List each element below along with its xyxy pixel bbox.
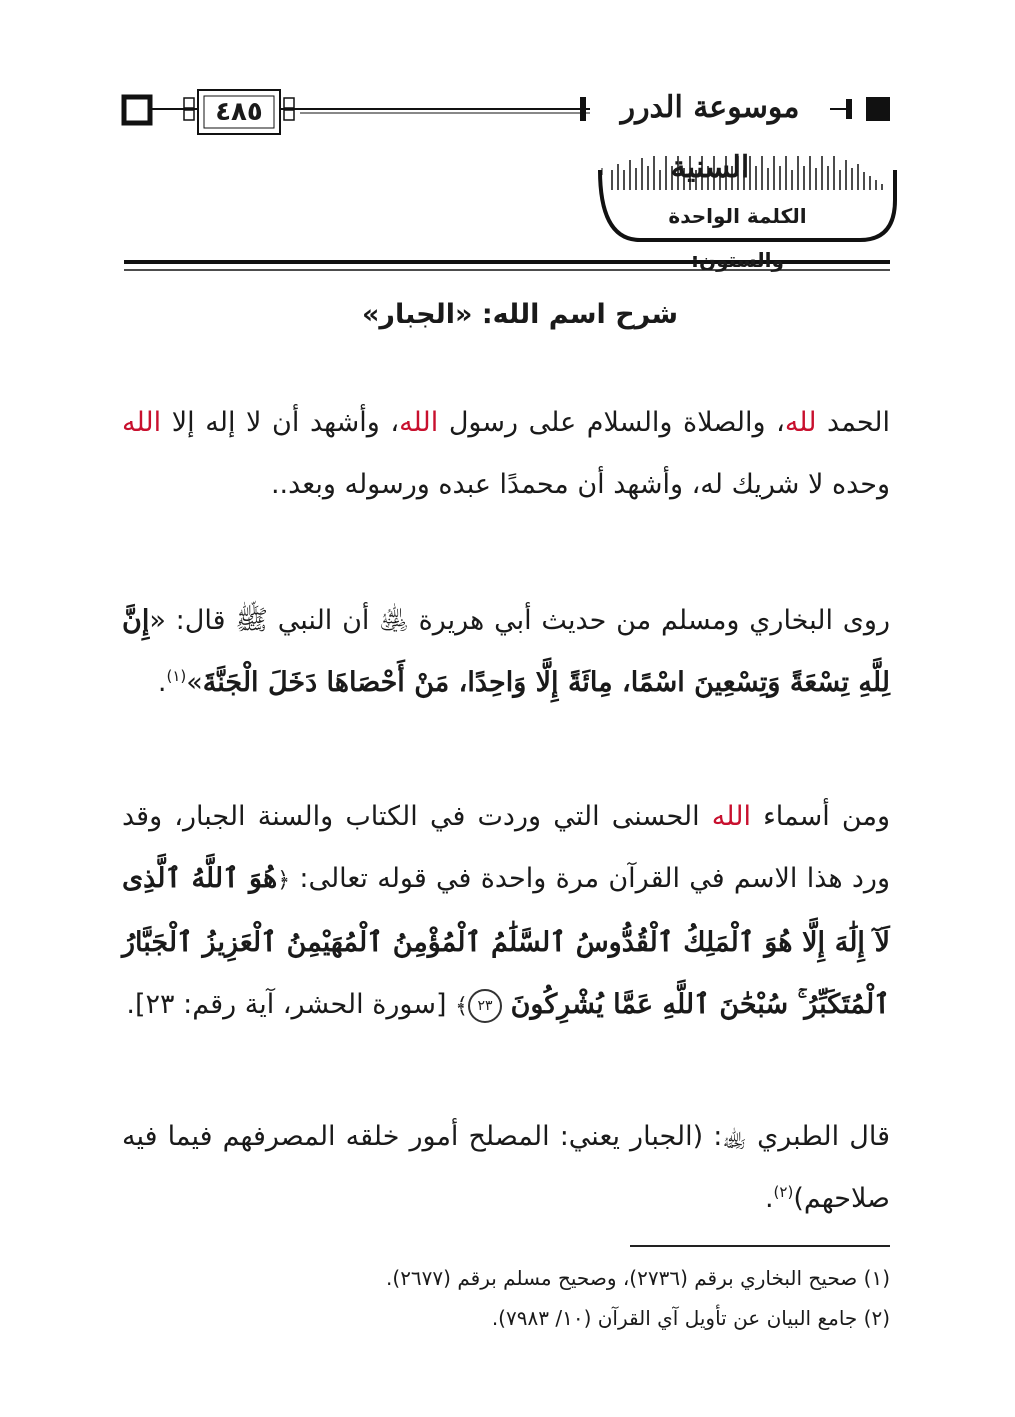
paragraph-intro bbox=[122, 392, 890, 516]
text-run: ، وأشهد أن لا إله إلا bbox=[161, 407, 400, 438]
series-title: موسوعة الدرر السنية bbox=[620, 90, 800, 185]
paragraph-quran bbox=[122, 786, 890, 1038]
text-run: . bbox=[764, 1183, 774, 1214]
hadith-text: إِنَّ لِلَّهِ تِسْعَةً وَتِسْعِينَ اسْمًا، مِائَةً إِلَّا وَاحِدًا، مَنْ أَحْصَاهَا دَخَلَ الْجَنَّةَ bbox=[122, 605, 890, 698]
text-run: وحده لا شريك له، وأشهد أن محمدًا عبده ورسوله وبعد.. bbox=[270, 469, 890, 500]
paragraph-hadith bbox=[122, 590, 890, 714]
page-title: شرح اسم الله: «الجبار» bbox=[361, 299, 678, 330]
text-run: ومن أسماء bbox=[750, 801, 890, 832]
ayah-number-marker: ٢٣ bbox=[468, 989, 502, 1023]
text-run: ، والصلاة والسلام على رسول bbox=[438, 407, 785, 438]
footnote-2: (٢) جامع البيان عن تأويل آي القرآن (١٠/ ٧٩٨٣). bbox=[491, 1306, 890, 1330]
quran-verse: هُوَ ٱللَّهُ ٱلَّذِى لَآ إِلَٰهَ إِلَّا هُوَ ٱلْمَلِكُ ٱلْقُدُّوسُ ٱلسَّلَٰمُ ٱلْمُؤْمِنُ ٱلْمُهَيْمِنُ ٱلْعَزِيزُ ٱلْجَبَّارُ ٱلْمُتَكَبِّرُ ۚ سُبْحَٰنَ ٱللَّهِ عَمَّا يُشْرِكُونَ bbox=[122, 863, 890, 1020]
text-run: [سورة الحشر، آية رقم: ٢٣]. bbox=[126, 989, 456, 1020]
page-number: ٤٨٥ bbox=[215, 97, 263, 127]
section-label: الكلمة الواحدة والستون: bbox=[668, 204, 807, 272]
text-run: » bbox=[186, 667, 203, 698]
footnote-divider bbox=[630, 1245, 890, 1247]
footnote-ref[interactable]: (٢) bbox=[773, 1183, 794, 1201]
paragraph-tabari bbox=[122, 1106, 890, 1230]
footnote-1: (١) صحيح البخاري برقم (٢٧٣٦)، وصحيح مسلم برقم (٢٦٧٧). bbox=[386, 1266, 890, 1290]
footnote-ref[interactable]: (١) bbox=[166, 667, 187, 685]
text-run: قال الطبري ﵀: (الجبار يعني: المصلح أمور خلقه المصرفهم فيما فيه صلاحهم) bbox=[122, 1121, 890, 1214]
allah-word: الله bbox=[399, 407, 439, 438]
allah-word: الله bbox=[711, 801, 751, 832]
quran-bracket-close: ﴾ bbox=[455, 994, 468, 1019]
allah-word: الله bbox=[122, 407, 162, 438]
page-header-frame bbox=[0, 0, 1015, 280]
text-run: الحمد bbox=[816, 407, 890, 438]
allah-word: لله bbox=[784, 407, 817, 438]
text-run: الحسنى التي وردت في الكتاب والسنة الجبار، وقد ورد هذا الاسم في القرآن مرة واحدة في قوله تعالى: bbox=[122, 801, 890, 894]
quran-bracket-open: ﴿ bbox=[277, 868, 291, 893]
text-run: روى البخاري ومسلم من حديث أبي هريرة ﵁ أن النبي ﷺ قال: « bbox=[149, 605, 890, 636]
text-run: . bbox=[157, 667, 167, 698]
